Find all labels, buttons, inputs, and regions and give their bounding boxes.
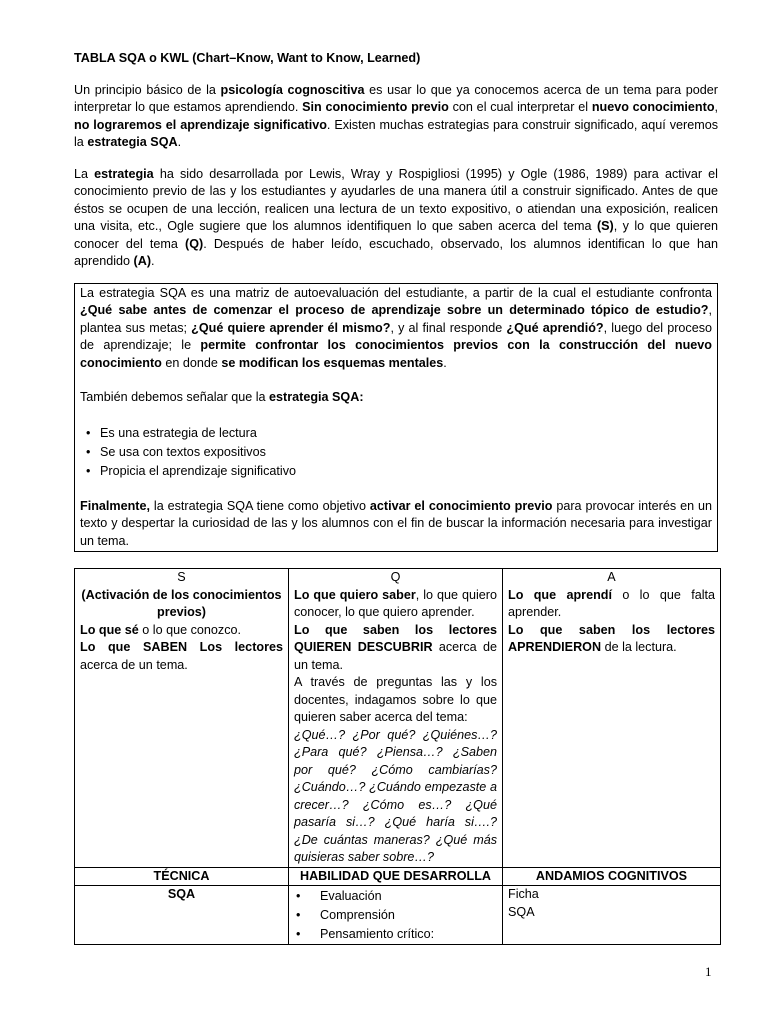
text-run: . Existen muchas estrategias para construir significado, aquí veremos la <box>74 117 719 149</box>
list-item: • Comprensión <box>294 906 497 925</box>
bold-run: Lo que saben los lectores QUIEREN DESCUBRIR <box>294 622 497 654</box>
tecnica-value: SQA <box>75 886 289 945</box>
text-run: en donde <box>161 355 222 370</box>
table-row <box>75 886 721 945</box>
intro-paragraph <box>74 82 718 152</box>
text-run: de la lectura. <box>601 640 677 654</box>
bold-run: Lo que sé <box>80 622 139 637</box>
text-run: acerca de un tema. <box>294 640 497 672</box>
habilidad-list <box>294 887 497 944</box>
list-item: • Es una estrategia de lectura <box>80 424 712 443</box>
text-run: . <box>443 355 447 370</box>
cell-s <box>75 569 289 868</box>
bold-run: activar el conocimiento previo <box>369 498 553 513</box>
cell-a <box>503 569 721 868</box>
bold-run: Lo que SABEN Los lectores <box>80 640 283 654</box>
info-box <box>74 283 718 553</box>
text-run: . <box>177 135 182 149</box>
bold-run: Lo que aprendí <box>508 587 612 602</box>
text-run: para provocar interés en un texto y despertar la curiosidad de las y los alumnos con el fin de buscar la información necesaria para investigar un tema. <box>80 498 713 548</box>
text-run: , plantea sus metas; <box>80 303 712 335</box>
bold-run: ¿Qué sabe antes de comenzar el proceso de aprendizaje sobre un determinado tópico de estudio? <box>80 303 709 317</box>
andamios-cell <box>503 886 721 945</box>
a-line-2 <box>508 622 715 657</box>
q-line-1 <box>294 587 497 622</box>
text-run: Un principio básico de la <box>74 82 221 97</box>
bold-run: psicología cognoscitiva <box>220 82 365 97</box>
list-item: • Propicia el aprendizaje significativo <box>80 462 712 481</box>
box-paragraph-3 <box>80 498 712 551</box>
list-item: • Evaluación <box>294 887 497 906</box>
bold-run: Finalmente, <box>80 498 150 513</box>
text-run: La <box>74 166 95 181</box>
bold-run: permite confrontar los conocimientos previos con la construcción del nuevo conocimiento <box>80 338 712 370</box>
strategy-paragraph <box>74 166 718 271</box>
text-run: . Después de haber leído, escuchado, observado, los alumnos identifican lo que han aprendido <box>74 236 718 268</box>
q-questions: ¿Qué…? ¿Por qué? ¿Quiénes…? ¿Para qué? ¿Piensa…? ¿Saben por qué? ¿Cómo cambiarías? ¿Cuándo…? ¿Cuándo empezaste a crecer…? ¿Cómo es…? ¿Qué pasaría si…? ¿Qué haría si….? ¿De cuántas maneras? ¿Qué más quisieras saber sobre…? <box>294 727 497 864</box>
text-run: o lo que conozco. <box>138 622 242 637</box>
text-run: , lo que quiero conocer, lo que quiero aprender. <box>294 587 497 619</box>
andamio-item: Ficha <box>508 887 539 901</box>
text-run: , y lo que quieren conocer del tema <box>74 219 718 251</box>
box-paragraph-1 <box>80 285 712 373</box>
strategy-bullet-list <box>80 424 712 481</box>
document-page <box>74 50 718 945</box>
s-heading: (Activación de los conocimientos previos) <box>81 587 282 619</box>
bold-run: Sin conocimiento previo <box>302 100 449 114</box>
bold-run: ¿Qué aprendió? <box>506 320 604 335</box>
header-habilidad: HABILIDAD QUE DESARROLLA <box>289 867 503 886</box>
text-run: . <box>151 254 155 268</box>
page-title: TABLA SQA o KWL (Chart–Know, Want to Know, Learned) <box>74 51 421 65</box>
sqa-table <box>74 568 721 945</box>
box-paragraph-2 <box>80 389 712 407</box>
bold-run: (A) <box>133 254 152 268</box>
bold-run: estrategia SQA: <box>269 390 364 404</box>
text-run: o lo que falta aprender. <box>508 587 715 619</box>
header-andamios: ANDAMIOS COGNITIVOS <box>503 867 721 886</box>
andamio-item: SQA <box>508 904 535 919</box>
text-run: , <box>714 100 719 114</box>
q-line-3: A través de preguntas las y los docentes, indagamos sobre lo que quieren saber acerca del tema: <box>294 675 497 724</box>
list-item: • Pensamiento crítico: <box>294 925 497 944</box>
text-run: es usar lo que ya conocemos acerca de un tema para poder interpretar lo que estamos aprendiendo. <box>74 82 718 114</box>
text-run: , y al final responde <box>390 320 507 335</box>
bold-run: (S) <box>596 219 614 233</box>
s-letter: S <box>177 570 186 584</box>
q-letter: Q <box>390 570 401 584</box>
a-letter: A <box>607 570 616 584</box>
cell-q <box>289 569 503 868</box>
page-number: 1 <box>705 964 712 979</box>
list-item: • Se usa con textos expositivos <box>80 443 712 462</box>
table-header-row <box>75 867 721 886</box>
bold-run: estrategia <box>94 166 154 181</box>
text-run: , luego del proceso de aprendizaje; le <box>80 320 712 352</box>
bold-run: Lo que saben los lectores APRENDIERON <box>508 622 715 654</box>
s-line-1 <box>80 622 283 640</box>
bold-run: estrategia SQA <box>87 135 178 149</box>
q-line-2 <box>294 622 497 675</box>
s-line-2 <box>80 639 283 674</box>
text-run: La estrategia SQA es una matriz de autoevaluación del estudiante, a partir de la cual el estudiante confronta <box>80 285 712 300</box>
text-run: la estrategia SQA tiene como objetivo <box>149 498 370 513</box>
text-run: con el cual interpretar el <box>448 100 592 114</box>
text-run: También debemos señalar que la <box>80 390 270 404</box>
text-run: ha sido desarrollada por Lewis, Wray y Rospigliosi (1995) y Ogle (1986, 1989) para activar el conocimiento previo de las y los estudiantes y ayudarles de una manera útil a construir significado. Antes de que éstos se ocupen de una lección, realicen una lectura de un texto expositivo, o atiendan una exposición, realicen una visita, etc., Ogle sugiere que los alumnos identifiquen lo que saben acerca del tema <box>74 166 718 233</box>
text-run: acerca de un tema. <box>80 657 188 672</box>
habilidad-cell <box>289 886 503 945</box>
a-line-1 <box>508 587 715 622</box>
bold-run: ¿Qué quiere aprender él mismo? <box>191 320 391 335</box>
bold-run: se modifican los esquemas mentales <box>221 355 444 370</box>
bold-run: Lo que quiero saber <box>294 587 416 602</box>
header-tecnica: TÉCNICA <box>75 867 289 886</box>
bold-run: (Q) <box>185 236 204 251</box>
table-row <box>75 569 721 868</box>
bold-run: no lograremos el aprendizaje significativo <box>74 117 327 132</box>
bold-run: nuevo conocimiento <box>591 100 715 114</box>
